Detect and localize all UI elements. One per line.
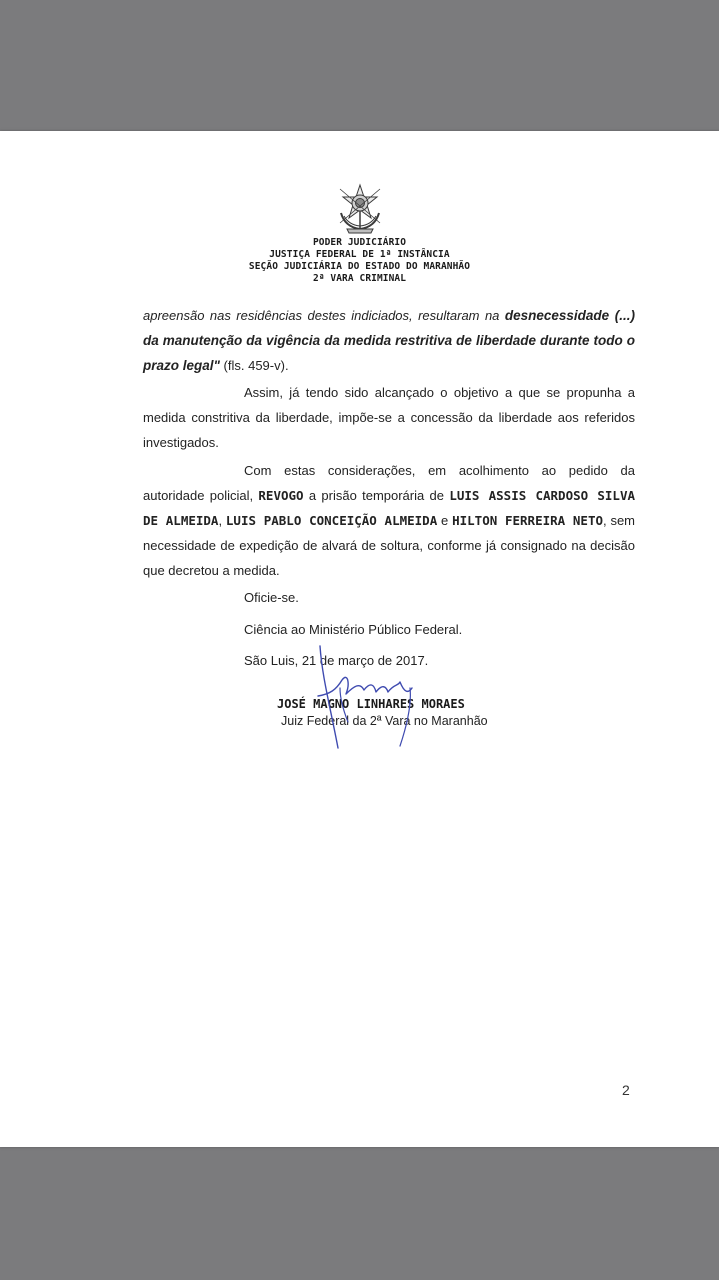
paragraph-1-emphasis: desnecessidade (...) da manutenção da vigência da medida restritiva de liberdade durante todo o prazo legal [143, 308, 635, 373]
paragraph-3-part-1: Com estas considerações, em acolhimento ao pedido da autoridade policial, [143, 463, 635, 503]
investigated-name-2: LUIS PABLO CONCEIÇÃO ALMEIDA [225, 513, 438, 528]
closing-oficie: Oficie-se. [244, 590, 299, 605]
paragraph-2 [143, 380, 635, 455]
paragraph-3-part-3: , sem necessidade de expedição de alvará de soltura, conforme já consignado na decisão que decretou a medida. [143, 513, 635, 578]
paragraph-3 [143, 458, 635, 583]
closing-ciencia: Ciência ao Ministério Público Federal. [244, 622, 463, 637]
header-line-poder-judiciario: PODER JUDICIÁRIO [312, 237, 407, 248]
paragraph-1-reference: (fls. 459-v). [219, 358, 289, 373]
paragraph-2-text: Assim, já tendo sido alcançado o objetivo a que se propunha a medida constritiva da liberdade, impõe-se a concessão da liberdade aos referidos investigados. [143, 385, 635, 450]
header-line-secao-judiciaria: SEÇÃO JUDICIÁRIA DO ESTADO DO MARANHÃO [248, 261, 471, 272]
signatory-name: JOSÉ MAGNO LINHARES MORAES [277, 697, 465, 711]
page-number: 2 [622, 1082, 630, 1098]
paragraph-1 [143, 303, 635, 378]
paragraph-3-sep-1: , [218, 513, 226, 528]
paragraph-1-quote-close: " [213, 358, 220, 373]
investigated-name-1: LUIS ASSIS CARDOSO SILVA DE ALMEIDA [143, 488, 635, 528]
signatory-role: Juiz Federal da 2ª Vara no Maranhão [281, 714, 488, 728]
paragraph-3-sep-2: e [437, 513, 453, 528]
handwritten-signature [300, 636, 430, 756]
paragraph-1-intro: apreensão nas residências destes indiciados, resultaram na [143, 308, 505, 323]
header-line-vara-criminal: 2ª VARA CRIMINAL [312, 273, 407, 284]
revogo-keyword: REVOGO [258, 488, 304, 503]
document-page [0, 131, 719, 1147]
header-line-justica-federal: JUSTIÇA FEDERAL DE 1ª INSTÂNCIA [269, 249, 450, 260]
paragraph-3-part-2: a prisão temporária de [303, 488, 450, 503]
closing-place-date: São Luis, 21 de março de 2017. [244, 653, 429, 668]
brazil-coat-of-arms-icon [335, 183, 385, 235]
document-header [0, 183, 719, 285]
investigated-name-3: HILTON FERREIRA NETO [452, 513, 604, 528]
